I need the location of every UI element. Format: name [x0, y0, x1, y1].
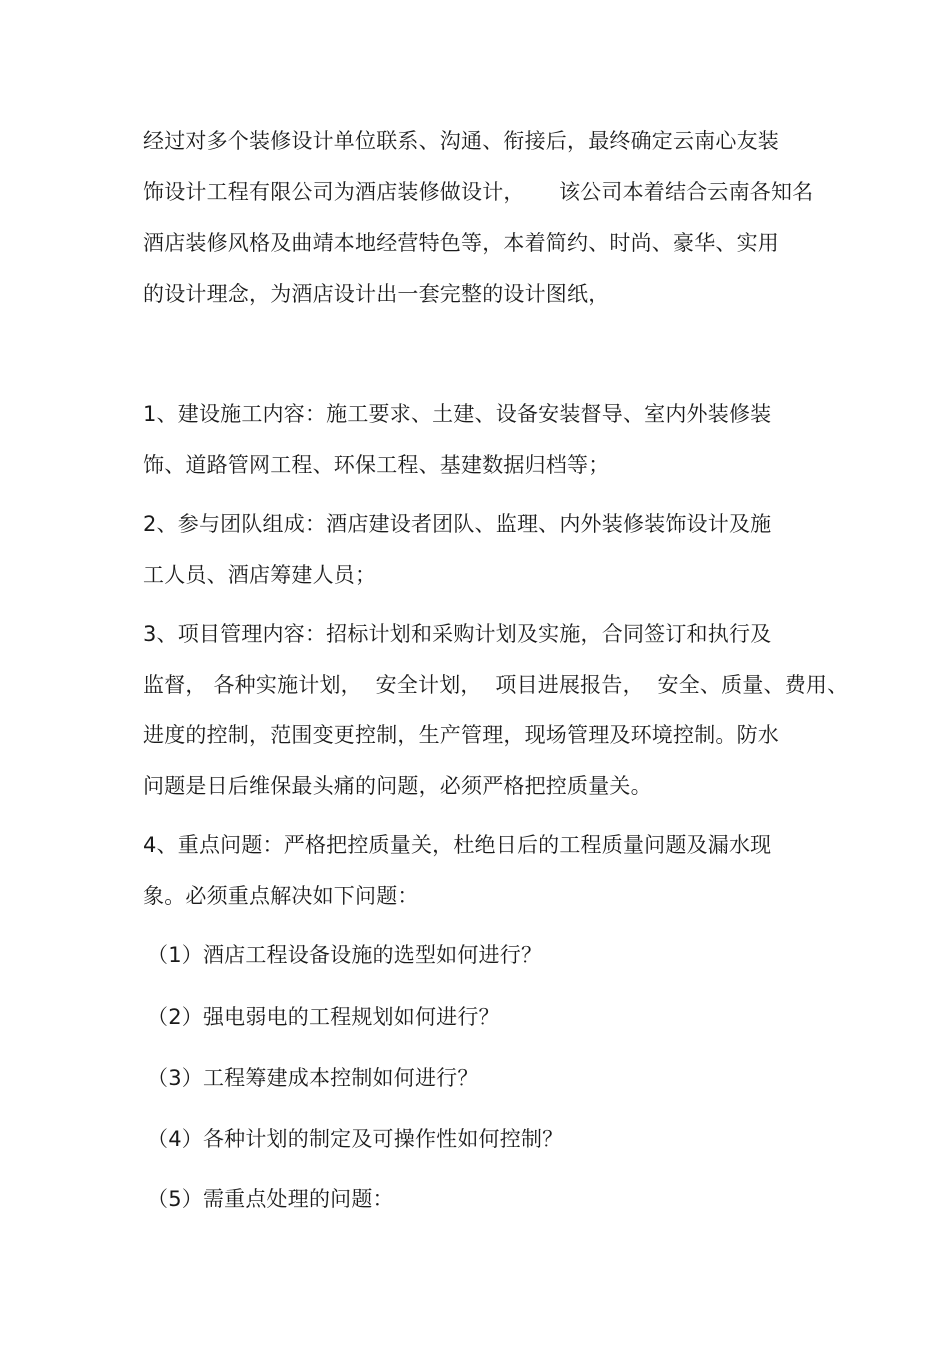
question-item: （3）工程筹建成本控制如何进行？ [147, 1066, 479, 1090]
intro-line: 酒店装修风格及曲靖本地经营特色等，本着简约、时尚、豪华、实用 [143, 231, 779, 255]
intro-line: 饰设计工程有限公司为酒店装修做设计， 该公司本着结合云南各知名 [143, 180, 814, 204]
question-item: （2）强电弱电的工程规划如何进行？ [147, 1005, 500, 1029]
item-2-line: 2、参与团队组成：酒店建设者团队、监理、内外装修装饰设计及施 [143, 512, 772, 536]
item-1-line: 1、建设施工内容：施工要求、土建、设备安装督导、室内外装修装 [143, 402, 772, 426]
intro-line: 的设计理念，为酒店设计出一套完整的设计图纸， [143, 282, 610, 306]
item-2-line: 工人员、酒店筹建人员； [143, 563, 377, 587]
item-1-line: 饰、道路管网工程、环保工程、基建数据归档等； [143, 453, 610, 477]
question-item: （1）酒店工程设备设施的选型如何进行？ [147, 943, 543, 967]
intro-line: 经过对多个装修设计单位联系、沟通、衔接后，最终确定云南心友装 [143, 129, 779, 153]
item-3-line: 进度的控制，范围变更控制，生产管理，现场管理及环境控制。防水 [143, 723, 779, 747]
item-4-line: 4、重点问题：严格把控质量关，杜绝日后的工程质量问题及漏水现 [143, 833, 772, 857]
item-3-line: 问题是日后维保最头痛的问题，必须严格把控质量关。 [143, 774, 652, 798]
item-3-line: 监督， 各种实施计划， 安全计划， 项目进展报告， 安全、质量、费用、 [143, 673, 849, 697]
question-item: （4）各种计划的制定及可操作性如何控制？ [147, 1127, 564, 1151]
item-4-line: 象。必须重点解决如下问题： [143, 884, 419, 908]
item-3-line: 3、项目管理内容：招标计划和采购计划及实施，合同签订和执行及 [143, 622, 772, 646]
question-item: （5）需重点处理的问题： [147, 1187, 394, 1211]
